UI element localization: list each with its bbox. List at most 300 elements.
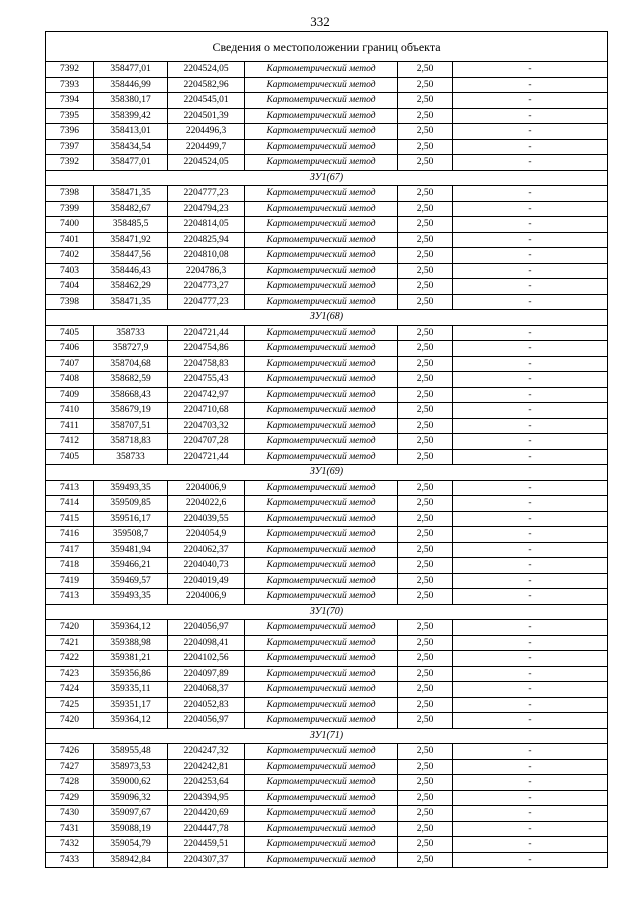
description-cell: - bbox=[453, 77, 608, 93]
method-cell: Картометрический метод bbox=[245, 279, 398, 295]
accuracy-cell: 2,50 bbox=[398, 403, 453, 419]
accuracy-cell: 2,50 bbox=[398, 387, 453, 403]
description-cell: - bbox=[453, 403, 608, 419]
point-number-cell: 7422 bbox=[46, 651, 94, 667]
x-coordinate-cell: 358462,29 bbox=[94, 279, 168, 295]
y-coordinate-cell: 2204755,43 bbox=[168, 372, 245, 388]
description-cell: - bbox=[453, 356, 608, 372]
x-coordinate-cell: 358482,67 bbox=[94, 201, 168, 217]
table-row bbox=[46, 558, 608, 574]
table-row bbox=[46, 496, 608, 512]
method-cell: Картометрический метод bbox=[245, 186, 398, 202]
table-row bbox=[46, 325, 608, 341]
table-row bbox=[46, 434, 608, 450]
y-coordinate-cell: 2204062,37 bbox=[168, 542, 245, 558]
method-cell: Картометрический метод bbox=[245, 666, 398, 682]
point-number-cell: 7398 bbox=[46, 294, 94, 310]
method-cell: Картометрический метод bbox=[245, 589, 398, 605]
method-cell: Картометрический метод bbox=[245, 775, 398, 791]
table-row bbox=[46, 790, 608, 806]
description-cell: - bbox=[453, 480, 608, 496]
accuracy-cell: 2,50 bbox=[398, 186, 453, 202]
y-coordinate-cell: 2204459,51 bbox=[168, 837, 245, 853]
y-coordinate-cell: 2204056,97 bbox=[168, 713, 245, 729]
description-cell: - bbox=[453, 651, 608, 667]
x-coordinate-cell: 358399,42 bbox=[94, 108, 168, 124]
accuracy-cell: 2,50 bbox=[398, 294, 453, 310]
x-coordinate-cell: 359088,19 bbox=[94, 821, 168, 837]
description-cell: - bbox=[453, 542, 608, 558]
y-coordinate-cell: 2204707,28 bbox=[168, 434, 245, 450]
description-cell: - bbox=[453, 496, 608, 512]
description-cell: - bbox=[453, 558, 608, 574]
table-row bbox=[46, 480, 608, 496]
method-cell: Картометрический метод bbox=[245, 418, 398, 434]
accuracy-cell: 2,50 bbox=[398, 620, 453, 636]
accuracy-cell: 2,50 bbox=[398, 806, 453, 822]
point-number-cell: 7430 bbox=[46, 806, 94, 822]
accuracy-cell: 2,50 bbox=[398, 496, 453, 512]
table-row bbox=[46, 449, 608, 465]
y-coordinate-cell: 2204447,78 bbox=[168, 821, 245, 837]
description-cell: - bbox=[453, 186, 608, 202]
method-cell: Картометрический метод bbox=[245, 93, 398, 109]
y-coordinate-cell: 2204499,7 bbox=[168, 139, 245, 155]
point-number-cell: 7426 bbox=[46, 744, 94, 760]
description-cell: - bbox=[453, 201, 608, 217]
method-cell: Картометрический метод bbox=[245, 852, 398, 868]
boundary-table bbox=[45, 31, 608, 868]
section-label: ЗУ1(71) bbox=[46, 728, 608, 744]
point-number-cell: 7414 bbox=[46, 496, 94, 512]
table-title: Сведения о местоположении границ объекта bbox=[46, 32, 608, 62]
x-coordinate-cell: 358733 bbox=[94, 325, 168, 341]
x-coordinate-cell: 359335,11 bbox=[94, 682, 168, 698]
table-row bbox=[46, 651, 608, 667]
table-row bbox=[46, 589, 608, 605]
y-coordinate-cell: 2204307,37 bbox=[168, 852, 245, 868]
y-coordinate-cell: 2204777,23 bbox=[168, 186, 245, 202]
accuracy-cell: 2,50 bbox=[398, 542, 453, 558]
table-row bbox=[46, 387, 608, 403]
x-coordinate-cell: 358471,35 bbox=[94, 294, 168, 310]
description-cell: - bbox=[453, 139, 608, 155]
x-coordinate-cell: 358485,5 bbox=[94, 217, 168, 233]
accuracy-cell: 2,50 bbox=[398, 666, 453, 682]
description-cell: - bbox=[453, 217, 608, 233]
accuracy-cell: 2,50 bbox=[398, 139, 453, 155]
x-coordinate-cell: 359351,17 bbox=[94, 697, 168, 713]
accuracy-cell: 2,50 bbox=[398, 434, 453, 450]
point-number-cell: 7398 bbox=[46, 186, 94, 202]
method-cell: Картометрический метод bbox=[245, 511, 398, 527]
point-number-cell: 7420 bbox=[46, 713, 94, 729]
point-number-cell: 7416 bbox=[46, 527, 94, 543]
table-row bbox=[46, 93, 608, 109]
accuracy-cell: 2,50 bbox=[398, 248, 453, 264]
x-coordinate-cell: 359054,79 bbox=[94, 837, 168, 853]
point-number-cell: 7413 bbox=[46, 480, 94, 496]
x-coordinate-cell: 359364,12 bbox=[94, 620, 168, 636]
x-coordinate-cell: 359364,12 bbox=[94, 713, 168, 729]
point-number-cell: 7407 bbox=[46, 356, 94, 372]
method-cell: Картометрический метод bbox=[245, 542, 398, 558]
table-row bbox=[46, 263, 608, 279]
point-number-cell: 7411 bbox=[46, 418, 94, 434]
description-cell: - bbox=[453, 635, 608, 651]
y-coordinate-cell: 2204019,49 bbox=[168, 573, 245, 589]
method-cell: Картометрический метод bbox=[245, 790, 398, 806]
point-number-cell: 7418 bbox=[46, 558, 94, 574]
method-cell: Картометрический метод bbox=[245, 806, 398, 822]
method-cell: Картометрический метод bbox=[245, 837, 398, 853]
table-row bbox=[46, 511, 608, 527]
x-coordinate-cell: 359000,62 bbox=[94, 775, 168, 791]
y-coordinate-cell: 2204777,23 bbox=[168, 294, 245, 310]
method-cell: Картометрический метод bbox=[245, 527, 398, 543]
point-number-cell: 7413 bbox=[46, 589, 94, 605]
table-row bbox=[46, 403, 608, 419]
x-coordinate-cell: 358942,84 bbox=[94, 852, 168, 868]
method-cell: Картометрический метод bbox=[245, 139, 398, 155]
point-number-cell: 7395 bbox=[46, 108, 94, 124]
description-cell: - bbox=[453, 589, 608, 605]
accuracy-cell: 2,50 bbox=[398, 62, 453, 78]
description-cell: - bbox=[453, 155, 608, 171]
y-coordinate-cell: 2204102,56 bbox=[168, 651, 245, 667]
description-cell: - bbox=[453, 775, 608, 791]
table-row bbox=[46, 372, 608, 388]
y-coordinate-cell: 2204054,9 bbox=[168, 527, 245, 543]
method-cell: Картометрический метод bbox=[245, 62, 398, 78]
y-coordinate-cell: 2204524,05 bbox=[168, 62, 245, 78]
table-row bbox=[46, 217, 608, 233]
description-cell: - bbox=[453, 62, 608, 78]
accuracy-cell: 2,50 bbox=[398, 697, 453, 713]
description-cell: - bbox=[453, 666, 608, 682]
method-cell: Картометрический метод bbox=[245, 341, 398, 357]
description-cell: - bbox=[453, 248, 608, 264]
method-cell: Картометрический метод bbox=[245, 372, 398, 388]
accuracy-cell: 2,50 bbox=[398, 341, 453, 357]
description-cell: - bbox=[453, 837, 608, 853]
y-coordinate-cell: 2204786,3 bbox=[168, 263, 245, 279]
x-coordinate-cell: 358679,19 bbox=[94, 403, 168, 419]
y-coordinate-cell: 2204721,44 bbox=[168, 449, 245, 465]
accuracy-cell: 2,50 bbox=[398, 837, 453, 853]
description-cell: - bbox=[453, 294, 608, 310]
description-cell: - bbox=[453, 372, 608, 388]
accuracy-cell: 2,50 bbox=[398, 573, 453, 589]
accuracy-cell: 2,50 bbox=[398, 263, 453, 279]
table-row bbox=[46, 806, 608, 822]
method-cell: Картометрический метод bbox=[245, 434, 398, 450]
page-number: 332 bbox=[310, 14, 330, 29]
accuracy-cell: 2,50 bbox=[398, 759, 453, 775]
table-row bbox=[46, 201, 608, 217]
description-cell: - bbox=[453, 232, 608, 248]
description-cell: - bbox=[453, 449, 608, 465]
x-coordinate-cell: 358447,56 bbox=[94, 248, 168, 264]
y-coordinate-cell: 2204794,23 bbox=[168, 201, 245, 217]
accuracy-cell: 2,50 bbox=[398, 744, 453, 760]
y-coordinate-cell: 2204253,64 bbox=[168, 775, 245, 791]
section-header-row bbox=[46, 728, 608, 744]
point-number-cell: 7417 bbox=[46, 542, 94, 558]
x-coordinate-cell: 358471,35 bbox=[94, 186, 168, 202]
accuracy-cell: 2,50 bbox=[398, 821, 453, 837]
x-coordinate-cell: 358718,83 bbox=[94, 434, 168, 450]
method-cell: Картометрический метод bbox=[245, 573, 398, 589]
description-cell: - bbox=[453, 806, 608, 822]
y-coordinate-cell: 2204703,32 bbox=[168, 418, 245, 434]
y-coordinate-cell: 2204420,69 bbox=[168, 806, 245, 822]
method-cell: Картометрический метод bbox=[245, 744, 398, 760]
x-coordinate-cell: 358668,43 bbox=[94, 387, 168, 403]
x-coordinate-cell: 358477,01 bbox=[94, 62, 168, 78]
table-row bbox=[46, 139, 608, 155]
method-cell: Картометрический метод bbox=[245, 682, 398, 698]
section-header-row bbox=[46, 604, 608, 620]
x-coordinate-cell: 358727,9 bbox=[94, 341, 168, 357]
x-coordinate-cell: 358471,92 bbox=[94, 232, 168, 248]
table-row bbox=[46, 248, 608, 264]
table-row bbox=[46, 852, 608, 868]
method-cell: Картометрический метод bbox=[245, 124, 398, 140]
method-cell: Картометрический метод bbox=[245, 480, 398, 496]
method-cell: Картометрический метод bbox=[245, 77, 398, 93]
point-number-cell: 7432 bbox=[46, 837, 94, 853]
table-row bbox=[46, 775, 608, 791]
accuracy-cell: 2,50 bbox=[398, 449, 453, 465]
method-cell: Картометрический метод bbox=[245, 387, 398, 403]
y-coordinate-cell: 2204721,44 bbox=[168, 325, 245, 341]
y-coordinate-cell: 2204810,08 bbox=[168, 248, 245, 264]
description-cell: - bbox=[453, 434, 608, 450]
x-coordinate-cell: 358973,53 bbox=[94, 759, 168, 775]
y-coordinate-cell: 2204247,32 bbox=[168, 744, 245, 760]
table-row bbox=[46, 682, 608, 698]
section-header-row bbox=[46, 310, 608, 326]
description-cell: - bbox=[453, 511, 608, 527]
point-number-cell: 7394 bbox=[46, 93, 94, 109]
section-label: ЗУ1(70) bbox=[46, 604, 608, 620]
table-row bbox=[46, 294, 608, 310]
point-number-cell: 7423 bbox=[46, 666, 94, 682]
method-cell: Картометрический метод bbox=[245, 263, 398, 279]
accuracy-cell: 2,50 bbox=[398, 325, 453, 341]
point-number-cell: 7400 bbox=[46, 217, 94, 233]
description-cell: - bbox=[453, 387, 608, 403]
y-coordinate-cell: 2204545,01 bbox=[168, 93, 245, 109]
point-number-cell: 7433 bbox=[46, 852, 94, 868]
x-coordinate-cell: 359388,98 bbox=[94, 635, 168, 651]
y-coordinate-cell: 2204524,05 bbox=[168, 155, 245, 171]
y-coordinate-cell: 2204582,96 bbox=[168, 77, 245, 93]
x-coordinate-cell: 358477,01 bbox=[94, 155, 168, 171]
accuracy-cell: 2,50 bbox=[398, 279, 453, 295]
table-caption-row bbox=[46, 32, 608, 62]
point-number-cell: 7397 bbox=[46, 139, 94, 155]
method-cell: Картометрический метод bbox=[245, 713, 398, 729]
method-cell: Картометрический метод bbox=[245, 449, 398, 465]
x-coordinate-cell: 359096,32 bbox=[94, 790, 168, 806]
description-cell: - bbox=[453, 852, 608, 868]
method-cell: Картометрический метод bbox=[245, 325, 398, 341]
description-cell: - bbox=[453, 279, 608, 295]
accuracy-cell: 2,50 bbox=[398, 217, 453, 233]
x-coordinate-cell: 359466,21 bbox=[94, 558, 168, 574]
x-coordinate-cell: 359508,7 bbox=[94, 527, 168, 543]
x-coordinate-cell: 358704,68 bbox=[94, 356, 168, 372]
table-row bbox=[46, 542, 608, 558]
table-row bbox=[46, 341, 608, 357]
description-cell: - bbox=[453, 682, 608, 698]
description-cell: - bbox=[453, 759, 608, 775]
point-number-cell: 7408 bbox=[46, 372, 94, 388]
table-row bbox=[46, 108, 608, 124]
y-coordinate-cell: 2204394,95 bbox=[168, 790, 245, 806]
accuracy-cell: 2,50 bbox=[398, 713, 453, 729]
method-cell: Картометрический метод bbox=[245, 294, 398, 310]
y-coordinate-cell: 2204098,41 bbox=[168, 635, 245, 651]
x-coordinate-cell: 358682,59 bbox=[94, 372, 168, 388]
method-cell: Картометрический метод bbox=[245, 651, 398, 667]
y-coordinate-cell: 2204710,68 bbox=[168, 403, 245, 419]
x-coordinate-cell: 359097,67 bbox=[94, 806, 168, 822]
table-row bbox=[46, 124, 608, 140]
method-cell: Картометрический метод bbox=[245, 248, 398, 264]
y-coordinate-cell: 2204242,81 bbox=[168, 759, 245, 775]
point-number-cell: 7401 bbox=[46, 232, 94, 248]
description-cell: - bbox=[453, 697, 608, 713]
description-cell: - bbox=[453, 744, 608, 760]
point-number-cell: 7431 bbox=[46, 821, 94, 837]
y-coordinate-cell: 2204742,97 bbox=[168, 387, 245, 403]
y-coordinate-cell: 2204068,37 bbox=[168, 682, 245, 698]
description-cell: - bbox=[453, 325, 608, 341]
accuracy-cell: 2,50 bbox=[398, 201, 453, 217]
table-row bbox=[46, 77, 608, 93]
point-number-cell: 7415 bbox=[46, 511, 94, 527]
table-row bbox=[46, 186, 608, 202]
section-label: ЗУ1(69) bbox=[46, 465, 608, 481]
method-cell: Картометрический метод bbox=[245, 232, 398, 248]
method-cell: Картометрический метод bbox=[245, 217, 398, 233]
y-coordinate-cell: 2204496,3 bbox=[168, 124, 245, 140]
x-coordinate-cell: 358446,43 bbox=[94, 263, 168, 279]
point-number-cell: 7419 bbox=[46, 573, 94, 589]
x-coordinate-cell: 358955,48 bbox=[94, 744, 168, 760]
x-coordinate-cell: 358446,99 bbox=[94, 77, 168, 93]
x-coordinate-cell: 358413,01 bbox=[94, 124, 168, 140]
y-coordinate-cell: 2204040,73 bbox=[168, 558, 245, 574]
description-cell: - bbox=[453, 713, 608, 729]
description-cell: - bbox=[453, 263, 608, 279]
table-row bbox=[46, 635, 608, 651]
accuracy-cell: 2,50 bbox=[398, 558, 453, 574]
y-coordinate-cell: 2204052,83 bbox=[168, 697, 245, 713]
table-row bbox=[46, 821, 608, 837]
accuracy-cell: 2,50 bbox=[398, 775, 453, 791]
y-coordinate-cell: 2204006,9 bbox=[168, 589, 245, 605]
section-header-row bbox=[46, 170, 608, 186]
point-number-cell: 7403 bbox=[46, 263, 94, 279]
point-number-cell: 7427 bbox=[46, 759, 94, 775]
accuracy-cell: 2,50 bbox=[398, 124, 453, 140]
point-number-cell: 7393 bbox=[46, 77, 94, 93]
x-coordinate-cell: 358733 bbox=[94, 449, 168, 465]
point-number-cell: 7412 bbox=[46, 434, 94, 450]
point-number-cell: 7392 bbox=[46, 155, 94, 171]
accuracy-cell: 2,50 bbox=[398, 93, 453, 109]
method-cell: Картометрический метод bbox=[245, 759, 398, 775]
accuracy-cell: 2,50 bbox=[398, 155, 453, 171]
table-row bbox=[46, 666, 608, 682]
point-number-cell: 7429 bbox=[46, 790, 94, 806]
table-row bbox=[46, 279, 608, 295]
y-coordinate-cell: 2204039,55 bbox=[168, 511, 245, 527]
method-cell: Картометрический метод bbox=[245, 496, 398, 512]
table-row bbox=[46, 620, 608, 636]
table-body bbox=[46, 32, 608, 868]
x-coordinate-cell: 358707,51 bbox=[94, 418, 168, 434]
table-row bbox=[46, 713, 608, 729]
y-coordinate-cell: 2204754,86 bbox=[168, 341, 245, 357]
y-coordinate-cell: 2204006,9 bbox=[168, 480, 245, 496]
description-cell: - bbox=[453, 418, 608, 434]
accuracy-cell: 2,50 bbox=[398, 418, 453, 434]
x-coordinate-cell: 359516,17 bbox=[94, 511, 168, 527]
method-cell: Картометрический метод bbox=[245, 821, 398, 837]
accuracy-cell: 2,50 bbox=[398, 511, 453, 527]
point-number-cell: 7399 bbox=[46, 201, 94, 217]
method-cell: Картометрический метод bbox=[245, 558, 398, 574]
accuracy-cell: 2,50 bbox=[398, 372, 453, 388]
table-row bbox=[46, 155, 608, 171]
x-coordinate-cell: 358380,17 bbox=[94, 93, 168, 109]
description-cell: - bbox=[453, 108, 608, 124]
accuracy-cell: 2,50 bbox=[398, 480, 453, 496]
accuracy-cell: 2,50 bbox=[398, 589, 453, 605]
point-number-cell: 7396 bbox=[46, 124, 94, 140]
description-cell: - bbox=[453, 620, 608, 636]
accuracy-cell: 2,50 bbox=[398, 635, 453, 651]
table-row bbox=[46, 697, 608, 713]
description-cell: - bbox=[453, 821, 608, 837]
table-row bbox=[46, 837, 608, 853]
x-coordinate-cell: 359469,57 bbox=[94, 573, 168, 589]
table-row bbox=[46, 232, 608, 248]
accuracy-cell: 2,50 bbox=[398, 682, 453, 698]
point-number-cell: 7404 bbox=[46, 279, 94, 295]
method-cell: Картометрический метод bbox=[245, 356, 398, 372]
description-cell: - bbox=[453, 527, 608, 543]
y-coordinate-cell: 2204501,39 bbox=[168, 108, 245, 124]
accuracy-cell: 2,50 bbox=[398, 77, 453, 93]
method-cell: Картометрический метод bbox=[245, 155, 398, 171]
point-number-cell: 7402 bbox=[46, 248, 94, 264]
method-cell: Картометрический метод bbox=[245, 108, 398, 124]
y-coordinate-cell: 2204056,97 bbox=[168, 620, 245, 636]
table-row bbox=[46, 573, 608, 589]
method-cell: Картометрический метод bbox=[245, 697, 398, 713]
accuracy-cell: 2,50 bbox=[398, 651, 453, 667]
description-cell: - bbox=[453, 93, 608, 109]
description-cell: - bbox=[453, 790, 608, 806]
point-number-cell: 7424 bbox=[46, 682, 94, 698]
table-row bbox=[46, 744, 608, 760]
